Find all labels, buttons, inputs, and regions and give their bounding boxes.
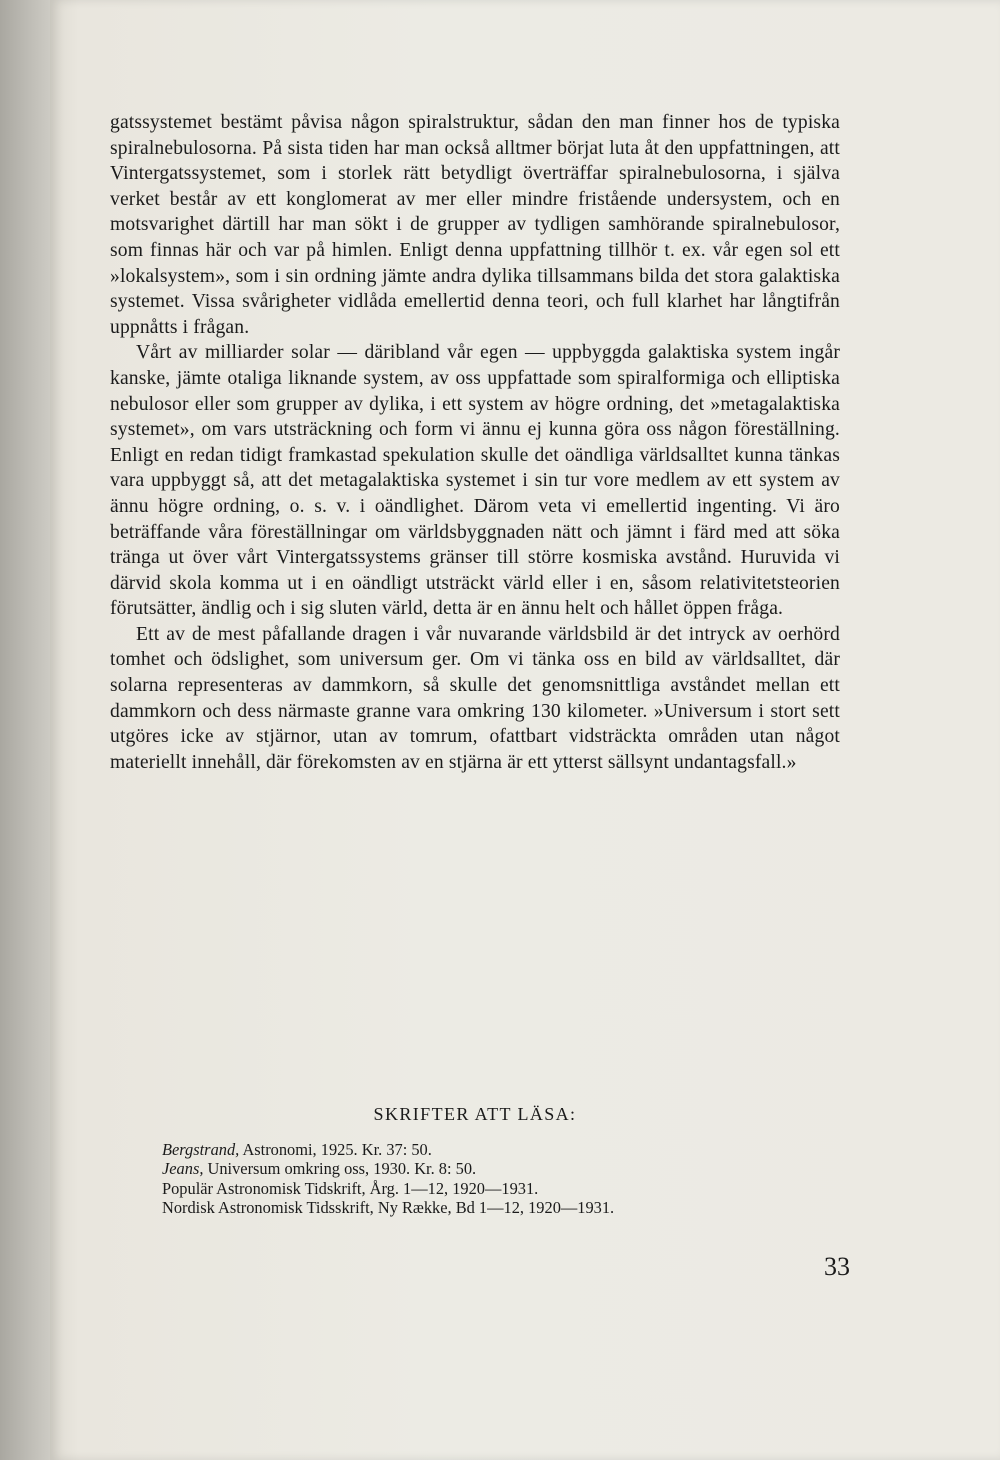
reference-details: Astronomi, 1925. Kr. 37: 50. bbox=[239, 1140, 432, 1159]
body-text bbox=[110, 110, 840, 775]
reading-list-heading: SKRIFTER ATT LÄSA: bbox=[373, 1104, 577, 1124]
reference-details: Populär Astronomisk Tidskrift, Årg. 1—12, 1920—1931. bbox=[162, 1178, 539, 1198]
paragraph-1: gatssystemet bestämt påvisa någon spiralstruktur, sådan den man finner hos de typiska spiralnebulosorna. På sista tiden har man också alltmer börjat luta åt den uppfattningen, att Vintergatssystemet, som i storlek rätt betydligt överträffar spiralnebulosorna, i själva verket består av ett konglomerat av mer eller mindre fristående undersystem, och en motsvarighet därtill har man sökt i de grupper av tydligen samhörande spiralnebulosor, som finnas här och var på himlen. Enligt denna uppfattning tillhör t. ex. vår egen sol ett »lokalsystem», som i sin ordning jämte andra dylika tillsammans bilda det stora galaktiska systemet. Vissa svårigheter vidlåda emellertid denna teori, och full klarhet har långtifrån uppnåtts i frågan. bbox=[110, 112, 840, 338]
reference-item bbox=[162, 1198, 822, 1217]
reference-details: Universum omkring oss, 1930. Kr. 8: 50. bbox=[203, 1159, 477, 1179]
reference-author: Jeans, bbox=[162, 1159, 204, 1179]
reference-item bbox=[162, 1159, 822, 1178]
binding-gutter bbox=[0, 0, 50, 1460]
reference-details: Nordisk Astronomisk Tidsskrift, Ny Række, Bd 1—12, 1920—1931. bbox=[162, 1198, 615, 1218]
reading-list bbox=[162, 1140, 822, 1218]
paragraph-2: Vårt av milliarder solar — däribland vår egen — uppbyggda galaktiska system ingår kanske, jämte otaliga liknande system, av oss uppfattade som spiralformiga och elliptiska nebulosor eller som grupper av dylika, i ett system av högre ordning, det »metagalaktiska systemet», om vars utsträckning och form vi ännu ej kunna göra oss någon föreställning. Enligt en redan tidigt framkastad spekulation skulle det oändliga världsalltet kunna tänkas vara uppbyggt så, att det metagalaktiska systemet i sin tur vore medlem av ett system av ännu högre ordning, o. s. v. i oändlighet. Därom veta vi emellertid ingenting. Vi äro beträffande våra föreställningar om världsbyggnaden nätt och jämnt i färd med att söka tränga ut över vårt Vintergatssystems gränser till större kosmiska avstånd. Huruvida vi därvid skola komma ut i en oändligt utsträckt värld eller i en, såsom relativitetsteorien förutsätter, ändlig och i sig sluten värld, detta är en ännu helt och hållet öppen fråga. bbox=[110, 342, 840, 620]
reference-author: Bergstrand, bbox=[162, 1140, 240, 1159]
page-number: 33 bbox=[824, 1252, 850, 1281]
paragraph-3: Ett av de mest påfallande dragen i vår nuvarande världsbild är det intryck av oerhörd tomhet och ödslighet, som universum ger. Om vi tänka oss en bild av världsalltet, där solarna representeras av dammkorn, så skulle det genomsnittliga avståndet mellan ett dammkorn och dess närmaste granne vara omkring 130 kilometer. »Universum i stort sett utgöres icke av stjärnor, utan av tomrum, ofattbart vidsträckta områden utan något materiellt innehåll, där förekomsten av en stjärna är ett ytterst sällsynt undantagsfall.» bbox=[110, 623, 840, 773]
reference-item bbox=[162, 1179, 822, 1198]
reference-item bbox=[162, 1140, 822, 1159]
